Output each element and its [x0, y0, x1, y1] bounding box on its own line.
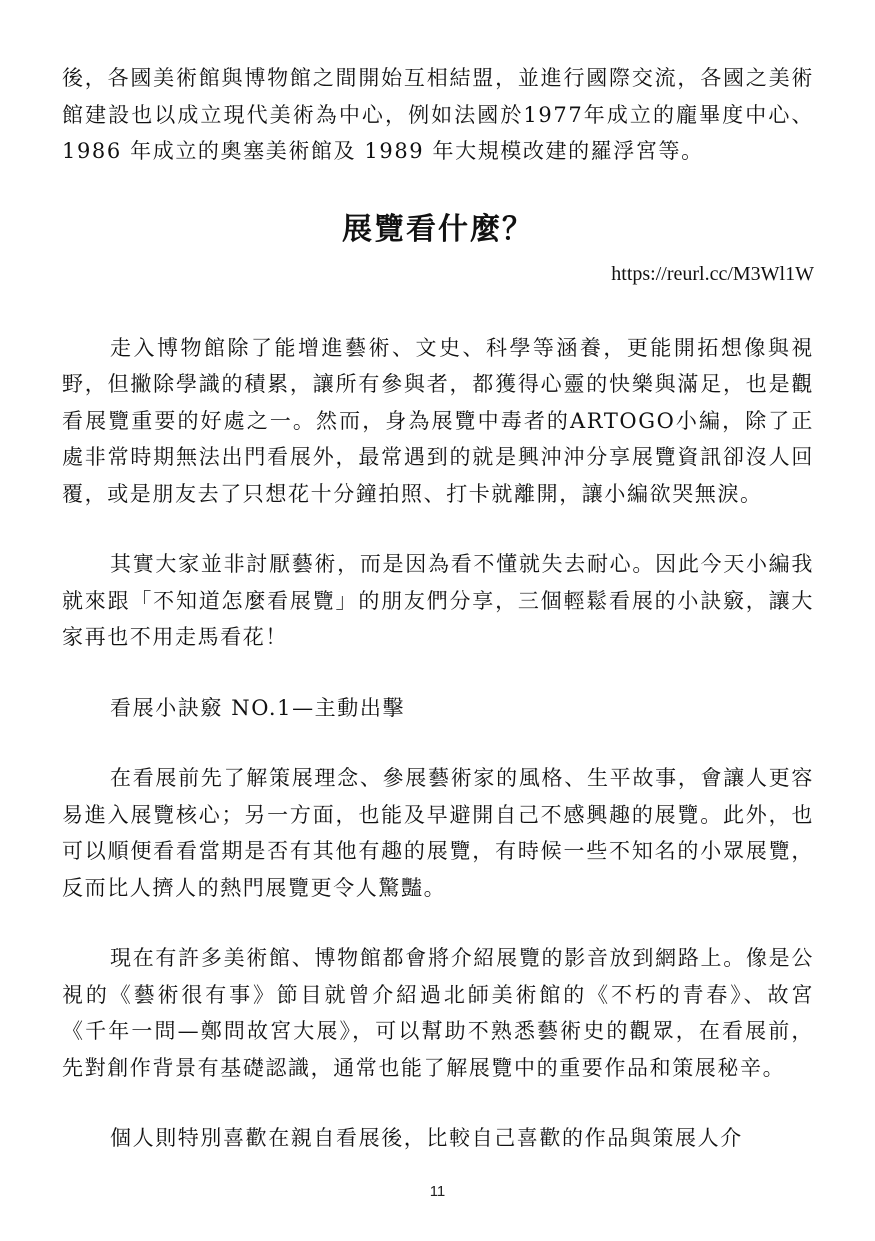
- paragraph-tips-intro: 其實大家並非討厭藝術，而是因為看不懂就失去耐心。因此今天小編我就來跟「不知道怎麼看展覽」的朋友們分享，三個輕鬆看展的小訣竅，讓大家再也不用走馬看花！: [62, 552, 814, 649]
- paragraph-online-videos: 現在有許多美術館、博物館都會將介紹展覽的影音放到網路上。像是公視的《藝術很有事》節目就曾介紹過北師美術館的《不朽的青春》、故宮《千年一問—鄭問故宮大展》，可以幫助不熟悉藝術史的觀眾，在看展前，先對創作背景有基礎認識，通常也能了解展覽中的重要作品和策展秘辛。: [62, 946, 814, 1080]
- paragraph-compare-works: 個人則特別喜歡在親自看展後，比較自己喜歡的作品與策展人介: [110, 1126, 743, 1150]
- paragraph-research-first: 在看展前先了解策展理念、參展藝術家的風格、生平故事，會讓人更容易進入展覽核心；另一方面，也能及早避開自己不感興趣的展覽。此外，也可以順便看看當期是否有其他有趣的展覽，有時候一些不知名的小眾展覽，反而比人擠人的熱門展覽更令人驚豔。: [62, 766, 814, 900]
- source-url: https://reurl.cc/M3Wl1W: [611, 262, 814, 285]
- paragraph-visit-benefits: 走入博物館除了能增進藝術、文史、科學等涵養，更能開拓想像與視野，但撇除學識的積累，讓所有參與者，都獲得心靈的快樂與滿足，也是觀看展覽重要的好處之一。然而，身為展覽中毒者的ARTOGO小編，除了正處非常時期無法出門看展外，最常遇到的就是興沖沖分享展覽資訊卻沒人回覆，或是朋友去了只想花十分鐘拍照、打卡就離開，讓小編欲哭無淚。: [62, 335, 814, 506]
- intro-paragraph: 後，各國美術館與博物館之間開始互相結盟，並進行國際交流，各國之美術館建設也以成立現代美術為中心，例如法國於1977年成立的龐畢度中心、1986 年成立的奧塞美術館及 1989 年大規模改建的羅浮宮等。: [62, 66, 814, 163]
- section-title: 展覽看什麼？: [342, 211, 534, 247]
- tip-heading: 看展小訣竅 NO.1—主動出擊: [110, 695, 406, 720]
- page-number: 11: [429, 1183, 446, 1200]
- document-page: [62, 60, 814, 1157]
